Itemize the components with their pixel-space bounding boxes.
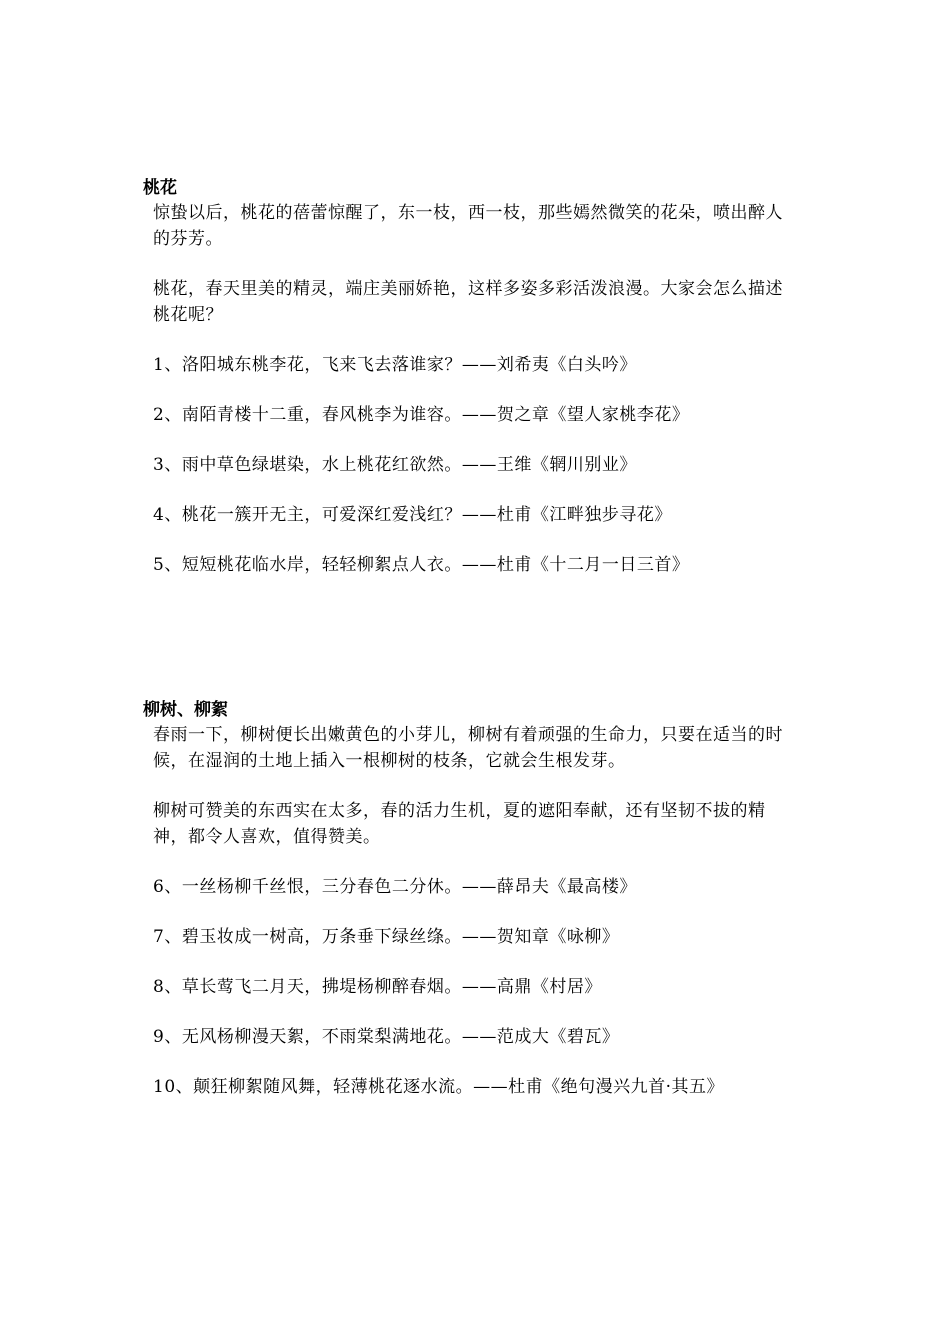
poem-list	[143, 874, 793, 1100]
poem-line: 9、无风杨柳漫天絮，不雨棠梨满地花。——范成大《碧瓦》	[153, 1027, 620, 1047]
poem-line: 1、洛阳城东桃李花，飞来飞去落谁家？——刘希夷《白头吟》	[153, 355, 637, 375]
section-peach-blossom	[143, 176, 793, 602]
intro-paragraph: 春雨一下，柳树便长出嫩黄色的小芽儿，柳树有着顽强的生命力，只要在适当的时候，在湿润的土地上插入一根柳树的枝条，它就会生根发芽。	[153, 725, 783, 771]
poem-line: 10、颠狂柳絮随风舞，轻薄桃花逐水流。——杜甫《绝句漫兴九首·其五》	[153, 1077, 725, 1097]
intro-paragraph: 惊蛰以后，桃花的蓓蕾惊醒了，东一枝，西一枝，那些嫣然微笑的花朵，喷出醉人的芬芳。	[153, 203, 783, 249]
intro-paragraph: 桃花，春天里美的精灵，端庄美丽娇艳，这样多姿多彩活泼浪漫。大家会怎么描述桃花呢？	[153, 279, 783, 325]
poem-line: 6、一丝杨柳千丝恨，三分春色二分休。——薛昂夫《最高楼》	[153, 877, 637, 897]
poem-line: 2、南陌青楼十二重，春风桃李为谁容。——贺之章《望人家桃李花》	[153, 405, 690, 425]
poem-line: 7、碧玉妆成一树高，万条垂下绿丝绦。——贺知章《咏柳》	[153, 927, 620, 947]
poem-line: 4、桃花一簇开无主，可爱深红爱浅红？——杜甫《江畔独步寻花》	[153, 505, 672, 525]
poem-list	[143, 352, 793, 578]
section-title: 柳树、柳絮	[143, 700, 228, 720]
section-title: 桃花	[143, 178, 177, 198]
section-willow	[143, 698, 793, 1124]
poem-line: 5、短短桃花临水岸，轻轻柳絮点人衣。——杜甫《十二月一日三首》	[153, 555, 690, 575]
poem-line: 3、雨中草色绿堪染，水上桃花红欲然。——王维《辋川别业》	[153, 455, 637, 475]
poem-line: 8、草长莺飞二月天，拂堤杨柳醉春烟。——高鼎《村居》	[153, 977, 602, 997]
intro-paragraph: 柳树可赞美的东西实在太多，春的活力生机，夏的遮阳奉献，还有坚韧不拔的精神，都令人喜欢，值得赞美。	[153, 801, 766, 847]
